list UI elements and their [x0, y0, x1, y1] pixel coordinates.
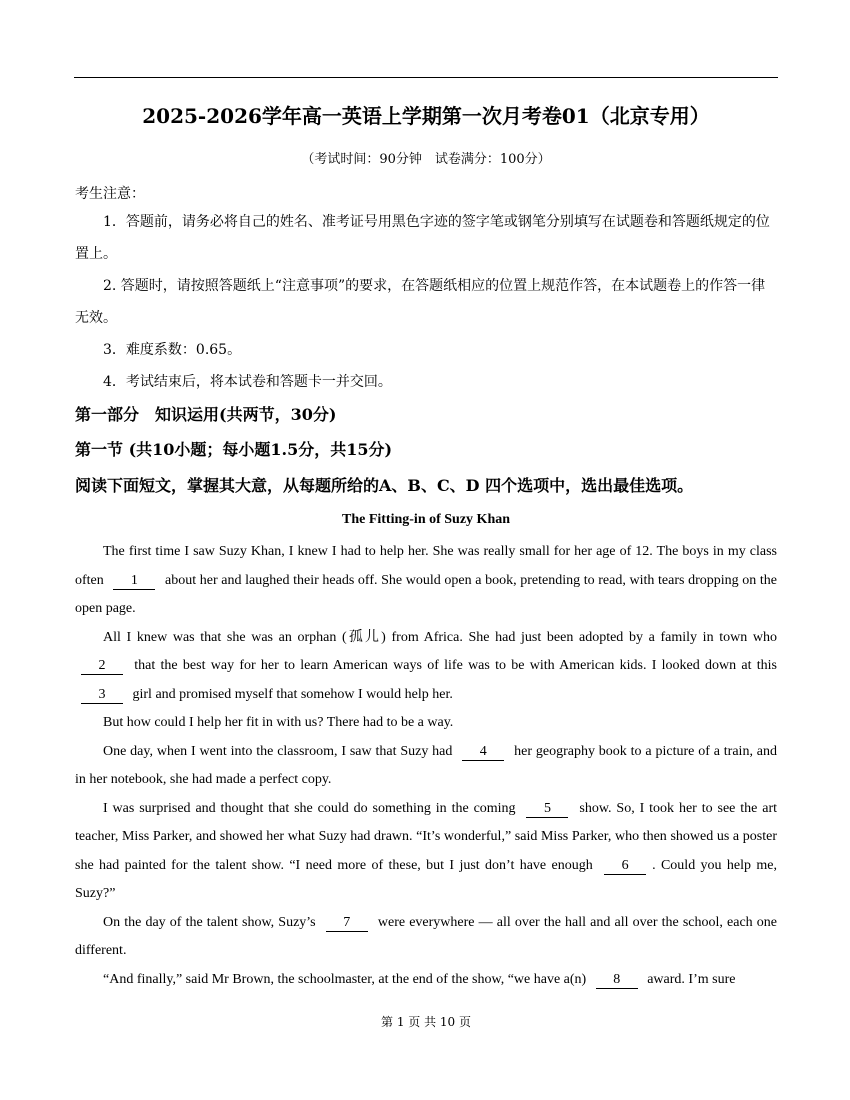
- passage-text: girl and promised myself that somehow I would help her.: [132, 686, 453, 702]
- answer-blank: 3: [81, 687, 123, 704]
- passage-paragraph: [75, 538, 777, 624]
- notice-item: 2. 答题时，请按照答题纸上“注意事项”的要求，在答题纸相应的位置上规范作答，在本试题卷上的作答一律无效。: [75, 278, 766, 326]
- passage-paragraph: [75, 909, 777, 966]
- passage-text: were everywhere — all over the hall and all over the school, each one different.: [75, 914, 777, 958]
- answer-blank: 7: [326, 915, 368, 932]
- header-rule: [74, 77, 778, 78]
- passage-text: show. So, I took her to see the art teacher, Miss Parker, and showed her what Suzy had drawn. “It’s wonderful,” said Miss Parker, who then showed us a poster she had painted for the talent show. “I need more of these, but I just don’t have enough: [75, 800, 778, 873]
- notice-item: 3．难度系数：0.65。: [103, 342, 242, 358]
- passage-text: “And finally,” said Mr Brown, the schoolmaster, at the end of the show, “we have a(n): [103, 971, 587, 987]
- answer-blank: 8: [596, 972, 638, 989]
- answer-blank: 6: [604, 858, 646, 875]
- passage-text: that the best way for her to learn American ways of life was to be with American kids. I looked down at this: [134, 658, 777, 673]
- passage-paragraph: [75, 795, 777, 909]
- passage-paragraph: [75, 624, 777, 710]
- passage-paragraph: [75, 738, 777, 795]
- answer-blank: 4: [462, 744, 504, 761]
- passage-text: All I knew was that she was an orphan (孤儿) from Africa. She had just been adopted by a family in town who: [103, 629, 777, 645]
- page-title: 2025-2026学年高一英语上学期第一次月考卷01（北京专用）: [142, 104, 710, 128]
- passage-text: One day, when I went into the classroom, I saw that Suzy had: [103, 743, 453, 759]
- answer-blank: 1: [113, 573, 155, 590]
- answer-blank: 2: [81, 658, 123, 675]
- passage-text: But how could I help her fit in with us? There had to be a way.: [103, 715, 454, 730]
- passage-text: her geography book to a picture of a train, and in her notebook, she had made a perfect copy.: [75, 743, 778, 787]
- notice-title: 考生注意：: [75, 186, 145, 202]
- passage-text: . Could you help me, Suzy?”: [75, 857, 777, 901]
- exam-info: （考试时间：90分钟 试卷满分：100分）: [301, 152, 551, 167]
- passage-text: The first time I saw Suzy Khan, I knew I had to help her. She was really small for her age of 12. The boys in my class often: [75, 544, 777, 588]
- answer-blank: 5: [526, 801, 568, 818]
- passage-text: I was surprised and thought that she could do something in the coming: [103, 800, 516, 816]
- passage-title: The Fitting-in of Suzy Khan: [341, 512, 511, 527]
- page-number: 第 1 页 共 10 页: [381, 1015, 471, 1029]
- passage-body: [75, 538, 777, 994]
- section-heading: 第一节 (共10小题；每小题1.5分，共15分): [75, 440, 393, 459]
- passage-text: award. I’m sure: [647, 971, 736, 987]
- passage-text: about her and laughed their heads off. She would open a book, pretending to read, with tears dropping on the open page.: [75, 572, 777, 616]
- passage-paragraph: [75, 709, 777, 738]
- passage-paragraph: [75, 966, 777, 995]
- notice-item: 1．答题前，请务必将自己的姓名、准考证号用黑色字迹的签字笔或钢笔分别填写在试题卷和答题纸规定的位置上。: [75, 214, 770, 262]
- notice-item: 4．考试结束后，将本试卷和答题卡一并交回。: [103, 374, 392, 390]
- part-heading: 第一部分 知识运用(共两节，30分): [75, 405, 337, 424]
- instruction-text: 阅读下面短文，掌握其大意，从每题所给的A、B、C、D 四个选项中，选出最佳选项。: [75, 476, 694, 495]
- passage-text: On the day of the talent show, Suzy’s: [103, 914, 316, 930]
